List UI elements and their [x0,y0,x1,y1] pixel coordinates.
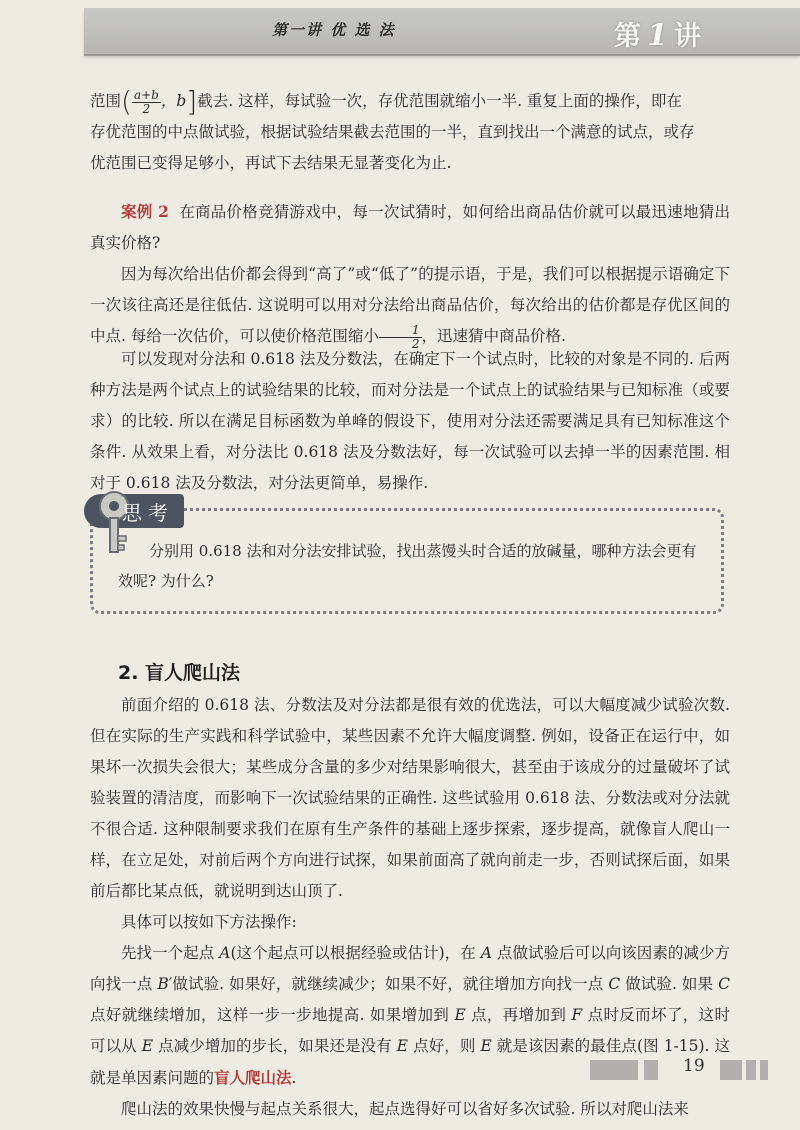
lecture-suffix: 讲 [673,21,707,52]
point-E-2: E [141,1037,154,1055]
p3-d: 做试验. 如果好，就继续减少；如果不好，就往增加方向找一点 [172,975,609,993]
point-E: E [454,1006,466,1024]
p3-a: 先找一个起点 [121,944,220,962]
intro-paragraph [90,86,730,179]
intro-line-3: 优范围已变得足够小，再试下去结果无显著变化为止. [90,154,452,172]
case-2-answer [90,259,730,352]
p3-f: 点好就继续增加，这样一步一步地提高. 如果增加到 [90,1006,455,1024]
p3-end: . [291,1069,297,1087]
p3-i: 点减少增加的步长，如果还是没有 [153,1037,397,1055]
fraction-numerator: a+b [133,87,159,102]
lecture-badge [614,14,707,53]
point-A: A [219,944,231,962]
section-2-para-4: 爬山法的效果快慢与起点关系很大，起点选得好可以省好多次试验. 所以对爬山法来 [121,1100,689,1118]
chapter-title: 第一讲 优 选 法 [272,21,396,39]
page-number: 19 [683,1056,705,1076]
comparison-text: 可以发现对分法和 0.618 法及分数法，在确定下一个试点时，比较的对象是不同的. 后两种方法是两个试点上的试验结果的比较，而对分法是一个试点上的试验结果与已知标准（或要求）的比较. 所以在满足目标函数为单峰的假设下，使用对分法还需要满足具有已知标准这个条件. 从效果上看，对分法比 0.618 法及分数法好，每一次试验可以去掉一半的因素范围. 相对于 0.618 法及分数法，对分法更简单，易操作. [90,350,730,492]
p3-c: 点做试验后可以向该因素的减少方向找一点 [90,944,730,993]
p3-h: 点时反而坏了，这时可以从 [90,1006,730,1055]
think-question-text: 分别用 0.618 法和对分法安排试验，找出蒸馒头时合适的放碱量，哪种方法会更有效呢? 为什么? [118,542,697,590]
intro-line-2: 存优范围的中点做试验，根据试验结果截去范围的一半，直到找出一个满意的试点，或存 [90,123,695,141]
blind-climbing-term: 盲人爬山法 [214,1068,292,1087]
intro-line-1 [90,86,730,117]
right-bracket: ] [186,85,198,118]
p3-g: 点，再增加到 [465,1006,572,1024]
p3-j: 点好，则 [408,1037,481,1055]
lecture-number: 1 [647,18,674,53]
interval-rest: ，b [160,92,187,110]
think-question [118,536,708,596]
case-2-answer-a: 因为每次给出估价都会得到“高了”或“低了”的提示语，于是，我们可以根据提示语确定下一次该往高还是往低估. 这说明可以用对分法给出商品估价，每次给出的估价都是存优区间的中点. 每给一次估价，可以使价格范围缩小 [90,265,730,345]
p3-k: 就是该因素的最佳点(图 1-15). 这就是单因素问题的 [90,1037,730,1087]
comparison-paragraph [90,344,730,499]
fraction-a-plus-b-over-2 [132,89,161,116]
think-label: 思考 [122,501,174,525]
point-B-prime: B′ [157,975,173,993]
fraction-denominator: 2 [142,101,151,116]
point-C: C [608,975,621,993]
lecture-prefix: 第 [614,21,647,52]
point-F: F [571,1006,583,1024]
section-2-para-1: 前面介绍的 0.618 法、分数法及对分法都是很有效的优选法，可以大幅度减少试验次数. 但在实际的生产实践和科学试验中，某些因素不允许大幅度调整. 例如，设备正在运行中，如果坏一次损失会很大；某些成分含量的多少对结果影响很大，甚至由于该成分的过量破坏了试验装置的清洁度，而影响下一次试验结果的正确性. 这些试验用 0.618 法、分数法或对分法就不很合适. 这种限制要求我们在原有生产条件的基础上逐步探索，逐步提高，就像盲人爬山一样，在立足处，对前后两个方向进行试探，如果前面高了就向前走一步，否则试探后面，如果前后都比某点低，就说明到达山顶了. [90,696,730,900]
point-E-3: E [396,1037,409,1055]
p3-e: 做试验. 如果 [620,975,719,993]
section-2-para-2: 具体可以按如下方法操作: [121,913,297,931]
point-E-4: E [480,1037,492,1055]
case-2-answer-b: ，迅速猜中商品价格. [421,327,566,345]
case-2-question-text: 在商品价格竞猜游戏中，每一次试猜时，如何给出商品估价就可以最迅速地猜出真实价格? [90,203,730,252]
case-2-label: 案例 2 [121,202,169,221]
page-header [84,8,800,56]
point-A-2: A [480,944,492,962]
intro-line-1-rest: 截去. 这样，每试验一次，存优范围就缩小一半. 重复上面的操作，即在 [197,92,682,110]
case-2-question [90,196,730,259]
point-C-2: C [718,975,730,993]
left-paren: ( [121,85,132,118]
p3-b: (这个起点可以根据经验或估计)，在 [230,944,481,962]
half-denominator: 2 [411,336,420,351]
intro-prefix: 范围 [90,92,122,110]
half-numerator: 1 [379,324,422,338]
section-heading: 2. 盲人爬山法 [118,662,241,684]
case-2 [90,196,730,352]
